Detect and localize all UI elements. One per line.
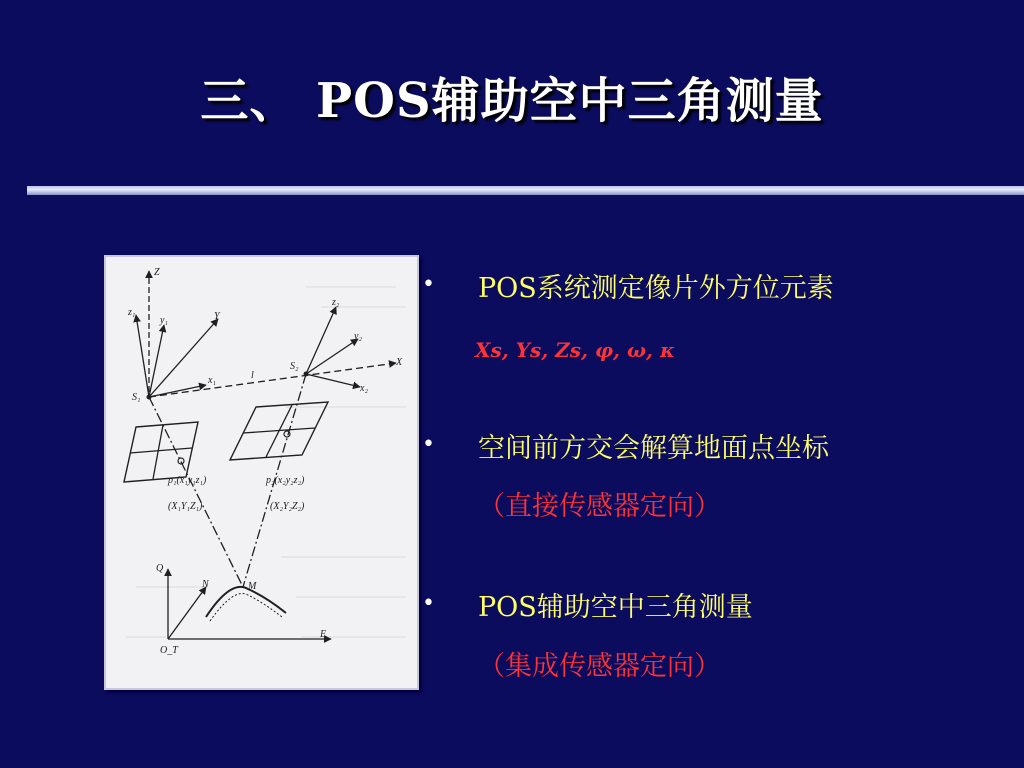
- bullet-subtext-3: （集成传感器定向）: [478, 651, 721, 682]
- bullet-text-1: POS系统测定像片外方位元素: [478, 273, 834, 304]
- label-p2-ground: (X₂Y₂Z₂): [270, 501, 305, 512]
- label-q: Q: [156, 563, 164, 574]
- axis-x-main: [149, 363, 396, 397]
- label-p2: p₂(x₂y₂z₂): [266, 475, 305, 486]
- label-y: Y: [214, 311, 220, 322]
- title-divider: [27, 186, 1024, 195]
- slide-title: 三、 POS辅助空中三角测量: [200, 73, 824, 129]
- bullet-text-2: 空间前方交会解算地面点坐标: [478, 433, 829, 464]
- label-y1: y₁: [160, 315, 168, 326]
- bullet-marker-1: •: [422, 272, 435, 297]
- label-p1: p₁(x₁y₁z₁): [168, 475, 207, 486]
- bullet-subtext-2: （直接传感器定向）: [478, 491, 721, 522]
- axis-x2: [306, 374, 360, 387]
- label-s2: S₂: [290, 361, 299, 372]
- label-base: l: [251, 370, 254, 381]
- label-z1: z₁: [128, 307, 136, 318]
- label-z: Z: [154, 267, 160, 278]
- label-y2: y₂: [354, 331, 362, 342]
- axis-z1: [136, 315, 149, 397]
- axis-n: [168, 587, 206, 639]
- label-x: X: [396, 357, 403, 368]
- terrain: [206, 587, 286, 617]
- label-x2: x₂: [360, 383, 368, 394]
- params-text: Xs, Ys, Zs, φ, ω, κ: [475, 338, 675, 362]
- label-p1-ground: (X₁Y₁Z₁): [168, 501, 203, 512]
- bullet-marker-2: •: [422, 432, 435, 457]
- label-e: E: [320, 629, 327, 640]
- label-ot: O_T: [160, 645, 178, 656]
- bullet-marker-3: •: [422, 591, 435, 616]
- label-z2: z₂: [332, 297, 340, 308]
- label-s1: S₁: [132, 392, 141, 403]
- label-x1: x₁: [208, 375, 216, 386]
- bullet-text-3: POS辅助空中三角测量: [478, 592, 753, 623]
- axis-y1: [149, 325, 164, 397]
- label-n: N: [202, 579, 209, 590]
- figure-image: [104, 255, 419, 690]
- label-m: M: [248, 581, 257, 592]
